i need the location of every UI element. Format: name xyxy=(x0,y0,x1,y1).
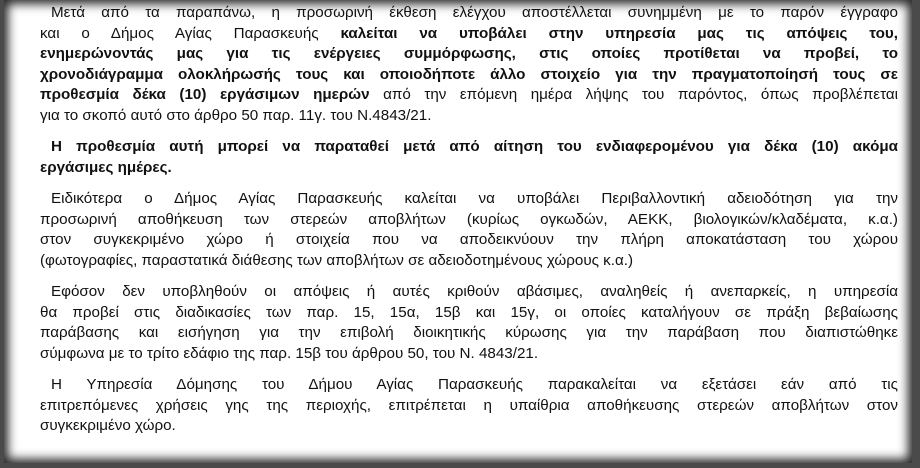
text-line xyxy=(40,44,898,65)
bold-text-run: ενημερώνοντάς μας για τις ενέργειες συμμόρφωσης, στις οποίες προτίθεται να προβεί, το xyxy=(40,45,898,62)
text-run: και ο Δήμος Αγίας Παρασκευής xyxy=(40,24,341,42)
paragraph-building-service-request xyxy=(40,375,898,437)
text-line: θα προβεί στις διαδικασίες των παρ. 15, 15α, 15β και 15γ, οι οποίες καταλήγουν σε πράξη βεβαίωσης xyxy=(40,303,898,321)
text-line: Εφόσον δεν υποβληθούν οι απόψεις ή αυτές κριθούν αβάσιμες, αναληθείς ή ανεπαρκείς, η υπηρεσία xyxy=(51,283,898,300)
paragraph-violation-procedure xyxy=(40,282,898,364)
bold-text-run: χρονοδιάγραμμα ολοκλήρωσής τους και οποιοδήποτε άλλο στοιχείο για την πραγματοποίησή τους σε xyxy=(40,65,898,83)
text-line: (φωτογραφίες, παραστατικά διάθεσης των αποβλήτων σε αδειοδοτημένους χώρους κ.α.) xyxy=(40,251,634,269)
document-page xyxy=(4,0,912,463)
text-line: συγκεκριμένο χώρο. xyxy=(40,417,176,434)
bold-text-run: προθεσμία δέκα (10) εργάσιμων ημερών xyxy=(40,86,370,103)
paragraph-report-notice xyxy=(40,3,898,126)
text-line: σύμφωνα με το τρίτο εδάφιο της παρ. 15β του άρθρου 50, του Ν. 4843/21. xyxy=(40,344,539,362)
text-line: παράβασης και εισήγηση για την επιβολή διοικητικής κύρωσης για την παράβαση που διαπιστώθηκε xyxy=(40,324,898,341)
text-line xyxy=(40,24,898,45)
paragraph-environmental-permit xyxy=(40,189,898,271)
text-line: προσωρινή αποθήκευση των στερεών αποβλήτων (κυρίως ογκωδών, ΑΕΚΚ, βιολογικών/κλαδέματα, κ.α.) xyxy=(40,210,898,228)
text-line xyxy=(40,65,898,86)
text-line: στον συγκεκριμένο χώρο ή στοιχεία που να αποδεικνύουν την πλήρη αποκατάσταση του χώρου xyxy=(40,231,898,248)
bold-text-line: Η προθεσμία αυτή μπορεί να παραταθεί μετά από αίτηση του ενδιαφερομένου για δέκα (10) ακόμα xyxy=(51,138,898,155)
paragraph-deadline-extension xyxy=(40,137,898,178)
text-line: Ειδικότερα ο Δήμος Αγίας Παρασκευής καλείται να υποβάλει Περιβαλλοντική αδειοδότηση για την xyxy=(51,190,898,207)
text-line: για το σκοπό αυτό στο άρθρο 50 παρ. 11γ. του Ν.4843/21. xyxy=(40,106,432,124)
text-line: Η Υπηρεσία Δόμησης του Δήμου Αγίας Παρασκευής παρακαλείται να εξετάσει εάν από τις xyxy=(51,376,898,393)
text-run: από την επόμενη ημέρα λήψης του παρόντος, όπως προβλέπεται xyxy=(369,86,899,103)
bold-text-run: καλείται να υποβάλει στην υπηρεσία μας τις απόψεις του, xyxy=(340,24,898,42)
text-line: επιτρεπόμενες χρήσεις γης της περιοχής, επιτρέπεται η υπαίθρια αποθήκευσης στερεών αποβλήτων στον xyxy=(40,396,898,414)
text-line: Μετά από τα παραπάνω, η προσωρινή έκθεση ελέγχου αποστέλλεται συνημμένη με το παρόν έγγραφο xyxy=(51,4,898,21)
bold-text-line: εργάσιμες ημέρες. xyxy=(40,158,172,176)
text-line xyxy=(40,85,898,106)
